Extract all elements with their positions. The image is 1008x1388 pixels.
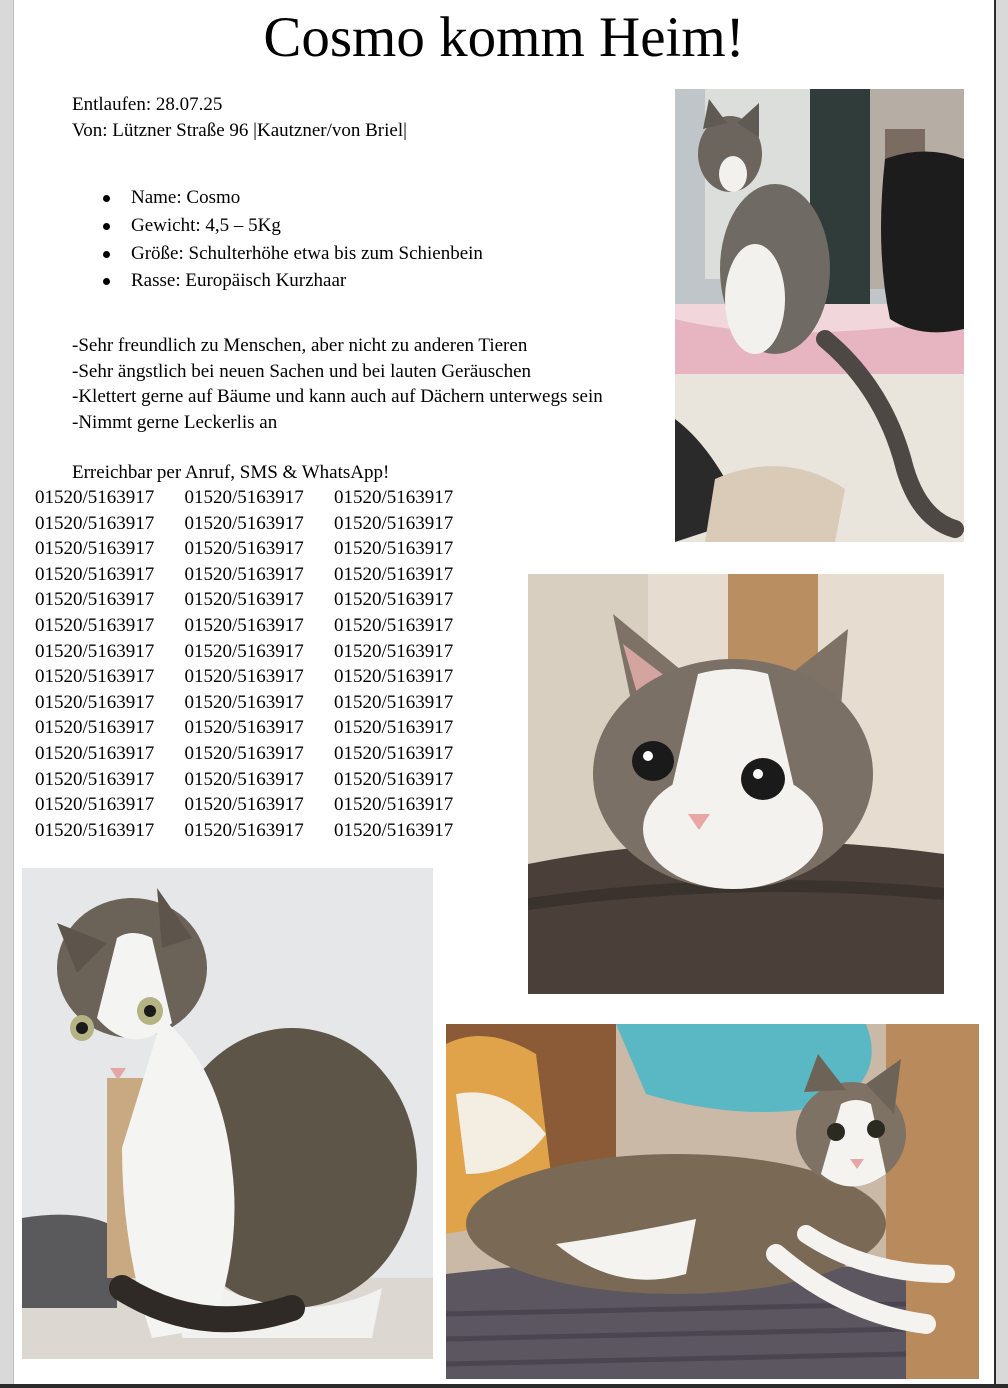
phone-row xyxy=(35,715,484,741)
phone-number: 01520/5163917 xyxy=(184,614,304,636)
fact-breed: Rasse: Europäisch Kurzhaar xyxy=(72,267,483,295)
cat-photo-windowsill xyxy=(675,89,964,542)
phone-number: 01520/5163917 xyxy=(35,563,155,585)
lost-date: Entlaufen: 28.07.25 xyxy=(72,94,223,115)
cat-photo-icon xyxy=(528,574,944,994)
phone-number: 01520/5163917 xyxy=(184,819,304,841)
phone-number: 01520/5163917 xyxy=(184,538,304,560)
phone-number: 01520/5163917 xyxy=(334,691,454,713)
cat-photo-lying xyxy=(446,1024,979,1379)
phone-number: 01520/5163917 xyxy=(334,717,454,739)
phone-number: 01520/5163917 xyxy=(35,742,155,764)
phone-number: 01520/5163917 xyxy=(334,666,454,688)
cat-photo-icon xyxy=(22,868,433,1359)
phone-number: 01520/5163917 xyxy=(35,666,155,688)
phone-number: 01520/5163917 xyxy=(184,487,304,508)
trait-line: -Sehr ängstlich bei neuen Sachen und bei lauten Geräuschen xyxy=(72,360,532,382)
fact-size: Größe: Schulterhöhe etwa bis zum Schienbein xyxy=(72,240,483,268)
phone-number: 01520/5163917 xyxy=(35,614,155,636)
trait-line: -Klettert gerne auf Bäume und kann auch auf Dächern unterwegs sein xyxy=(72,386,603,408)
phone-number: 01520/5163917 xyxy=(334,768,454,790)
phone-number: 01520/5163917 xyxy=(334,794,454,816)
page-frame-right xyxy=(994,0,1008,1388)
phone-number: 01520/5163917 xyxy=(334,614,454,636)
phone-row xyxy=(35,485,484,511)
trait-line: -Nimmt gerne Leckerlis an xyxy=(72,411,278,433)
phone-number: 01520/5163917 xyxy=(35,538,155,560)
phone-row xyxy=(35,664,484,690)
phone-row xyxy=(35,613,484,639)
phone-number: 01520/5163917 xyxy=(184,589,304,611)
phone-number: 01520/5163917 xyxy=(334,563,454,585)
phone-number-grid xyxy=(35,485,484,843)
phone-row xyxy=(35,639,484,665)
phone-number: 01520/5163917 xyxy=(334,742,454,764)
phone-number: 01520/5163917 xyxy=(184,512,304,534)
phone-row xyxy=(35,690,484,716)
phone-number: 01520/5163917 xyxy=(184,691,304,713)
phone-number: 01520/5163917 xyxy=(35,819,155,841)
phone-number: 01520/5163917 xyxy=(184,717,304,739)
phone-number: 01520/5163917 xyxy=(334,589,454,611)
phone-number: 01520/5163917 xyxy=(35,512,155,534)
cat-photo-face xyxy=(528,574,944,994)
cat-photo-icon xyxy=(446,1024,979,1379)
phone-number: 01520/5163917 xyxy=(334,512,454,534)
phone-row xyxy=(35,587,484,613)
phone-number: 01520/5163917 xyxy=(184,640,304,662)
cat-photo-sitting xyxy=(22,868,433,1359)
phone-row xyxy=(35,767,484,793)
phone-number: 01520/5163917 xyxy=(35,487,155,508)
phone-row xyxy=(35,511,484,537)
contact-label: Erreichbar per Anruf, SMS & WhatsApp! xyxy=(72,462,390,483)
phone-number: 01520/5163917 xyxy=(184,563,304,585)
phone-number: 01520/5163917 xyxy=(184,742,304,764)
lost-info xyxy=(72,92,407,144)
phone-number: 01520/5163917 xyxy=(334,538,454,560)
page-frame-left xyxy=(0,0,14,1388)
cat-facts-list xyxy=(72,184,483,295)
cat-photo-icon xyxy=(675,89,964,542)
phone-number: 01520/5163917 xyxy=(35,768,155,790)
phone-row xyxy=(35,562,484,588)
phone-number: 01520/5163917 xyxy=(334,487,454,508)
fact-weight: Gewicht: 4,5 – 5Kg xyxy=(72,212,483,240)
phone-number: 01520/5163917 xyxy=(184,794,304,816)
phone-row xyxy=(35,818,484,844)
phone-number: 01520/5163917 xyxy=(35,691,155,713)
phone-number: 01520/5163917 xyxy=(334,640,454,662)
phone-row xyxy=(35,536,484,562)
phone-number: 01520/5163917 xyxy=(334,819,454,841)
phone-row xyxy=(35,792,484,818)
phone-number: 01520/5163917 xyxy=(35,794,155,816)
phone-number: 01520/5163917 xyxy=(35,717,155,739)
fact-name: Name: Cosmo xyxy=(72,184,483,212)
poster-title: Cosmo komm Heim! xyxy=(263,6,745,69)
phone-number: 01520/5163917 xyxy=(35,589,155,611)
phone-row xyxy=(35,741,484,767)
cat-traits xyxy=(72,333,603,435)
lost-location: Von: Lützner Straße 96 |Kautzner/von Briel| xyxy=(72,120,407,141)
trait-line: -Sehr freundlich zu Menschen, aber nicht zu anderen Tieren xyxy=(72,335,528,356)
phone-number: 01520/5163917 xyxy=(35,640,155,662)
page-frame-bottom xyxy=(0,1384,1008,1388)
phone-number: 01520/5163917 xyxy=(184,666,304,688)
phone-number: 01520/5163917 xyxy=(184,768,304,790)
